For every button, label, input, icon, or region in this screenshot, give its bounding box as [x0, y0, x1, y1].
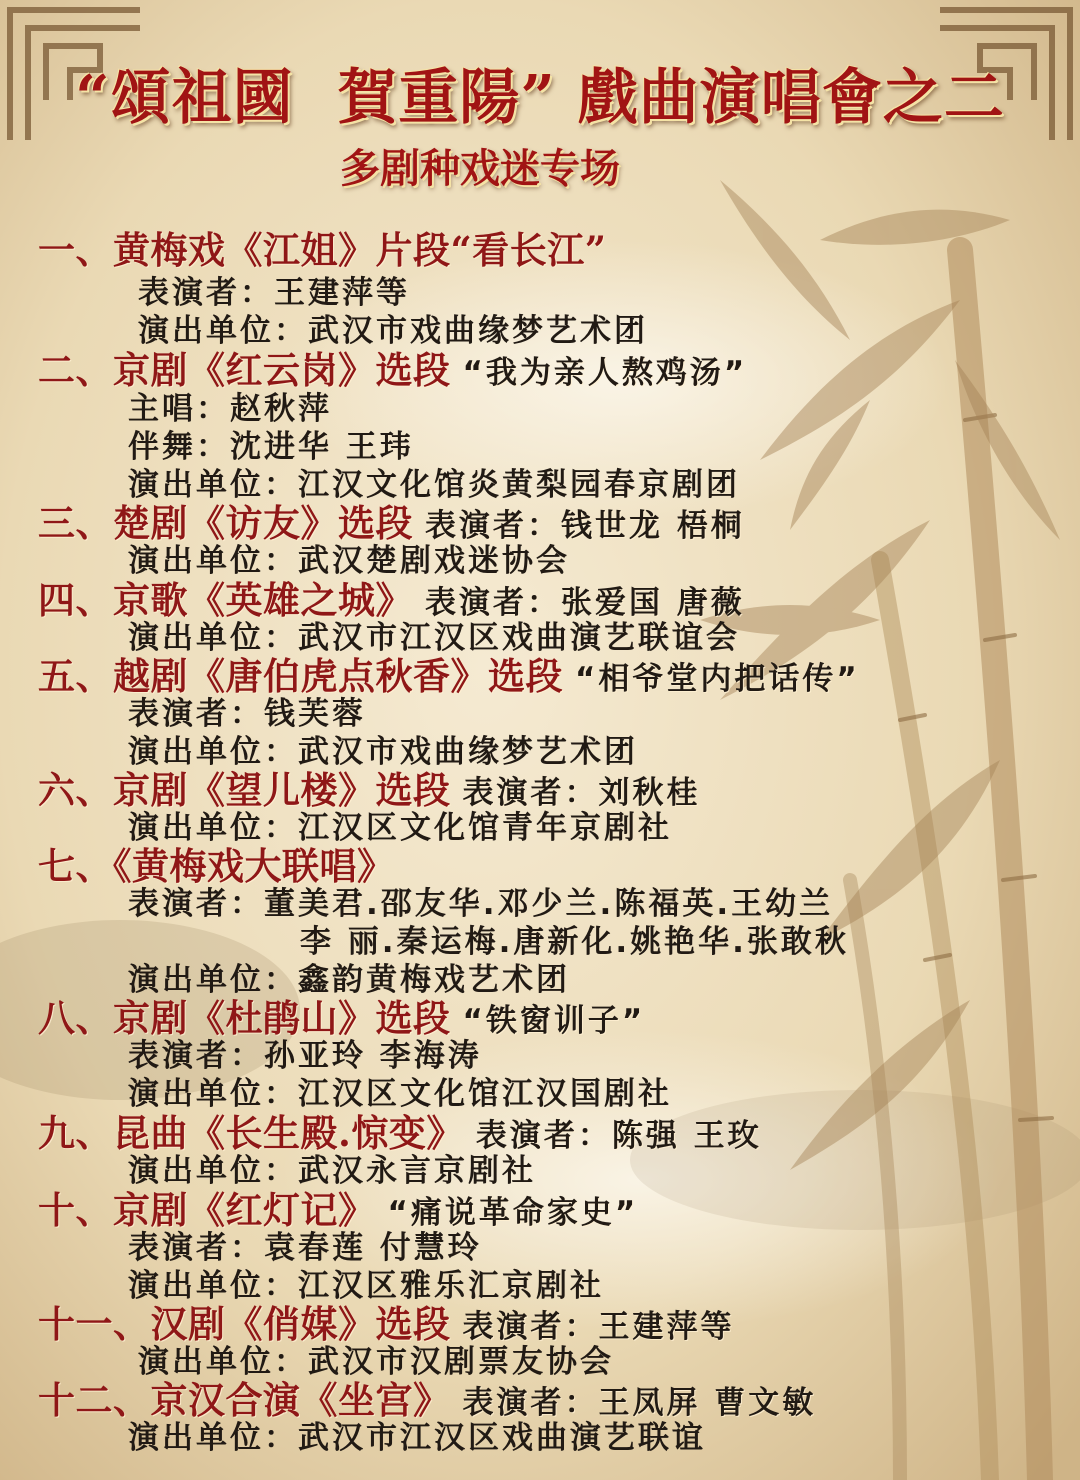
program-item-11-extra: 表演者：王建萍等	[462, 1309, 735, 1345]
program-item-7-unit: 演出单位：鑫韵黄梅戏艺术团	[128, 962, 570, 998]
program-item-2-unit: 演出单位：江汉文化馆炎黄梨园春京剧团	[128, 467, 740, 503]
program-item-4-heading: 四、京歌《英雄之城》 表演者：张爱国 唐薇	[38, 578, 745, 622]
program-item-5-performer: 表演者：钱芙蓉	[128, 696, 366, 732]
program-item-12-extra: 表演者：王凤屏 曹文敏	[462, 1385, 817, 1421]
program-item-8-extra: “铁窗训子”	[462, 1003, 646, 1039]
program-item-10-heading: 十、京剧《红灯记》 “痛说革命家史”	[38, 1188, 639, 1232]
poster-subtitle: 多剧种戏迷专场	[340, 145, 620, 192]
program-item-6-unit: 演出单位：江汉区文化馆青年京剧社	[128, 810, 672, 846]
program-item-3-heading: 三、楚剧《访友》选段 表演者：钱世龙 梧桐	[38, 501, 745, 545]
program-item-10-unit: 演出单位：江汉区雅乐汇京剧社	[128, 1268, 604, 1304]
program-item-7-performers-1: 表演者：董美君.邵友华.邓少兰.陈福英.王幼兰	[128, 886, 834, 922]
program-item-6-heading: 六、京剧《望儿楼》选段 表演者：刘秋桂	[38, 768, 701, 812]
program-item-8-unit: 演出单位：江汉区文化馆江汉国剧社	[128, 1076, 672, 1112]
program-item-4-unit: 演出单位：武汉市江汉区戏曲演艺联谊会	[128, 620, 740, 656]
program-item-10-performer: 表演者：袁春莲 付慧玲	[128, 1230, 482, 1266]
poster-title: “頌祖國 賀重陽” 戲曲演唱會之二	[75, 63, 1005, 133]
program-item-10-extra: “痛说革命家史”	[387, 1195, 639, 1231]
program-item-1-performer: 表演者：王建萍等	[138, 275, 410, 311]
program-item-8-heading: 八、京剧《杜鹃山》选段 “铁窗训子”	[38, 996, 646, 1040]
program-item-11-unit: 演出单位：武汉市汉剧票友协会	[138, 1344, 614, 1380]
program-item-12-unit: 演出单位：武汉市江汉区戏曲演艺联谊	[128, 1420, 706, 1456]
program-item-4-extra: 表演者：张爱国 唐薇	[425, 585, 745, 621]
program-item-9-unit: 演出单位：武汉永言京剧社	[128, 1153, 536, 1189]
program-item-8-performer: 表演者：孙亚玲 李海涛	[128, 1038, 482, 1074]
program-item-12-heading: 十二、京汉合演《坐宫》 表演者：王凤屏 曹文敏	[38, 1378, 817, 1422]
program-item-3-unit: 演出单位：武汉楚剧戏迷协会	[128, 543, 570, 579]
program-item-5-unit: 演出单位：武汉市戏曲缘梦艺术团	[128, 734, 638, 770]
program-item-6-extra: 表演者：刘秋桂	[462, 775, 701, 811]
program-item-2-heading: 二、京剧《红云岗》选段 “我为亲人熬鸡汤”	[38, 348, 748, 392]
program-item-11-heading: 十一、汉剧《俏媒》选段 表演者：王建萍等	[38, 1302, 735, 1346]
program-item-9-extra: 表演者：陈强 王玫	[475, 1118, 762, 1154]
program-item-2-dance: 伴舞：沈进华 王玮	[128, 429, 414, 465]
program-item-1-heading: 一、黄梅戏《江姐》片段“看长江”	[38, 228, 607, 272]
program-item-5-heading: 五、越剧《唐伯虎点秋香》选段 “相爷堂内把话传”	[38, 654, 860, 698]
program-item-9-heading: 九、昆曲《长生殿.惊变》 表演者：陈强 王玫	[38, 1111, 762, 1155]
program-item-1-unit: 演出单位：武汉市戏曲缘梦艺术团	[138, 313, 648, 349]
program-item-2-lead: 主唱：赵秋萍	[128, 391, 332, 427]
program-item-2-extra: “我为亲人熬鸡汤”	[462, 355, 748, 391]
program-item-7-heading: 七、《黄梅戏大联唱》	[38, 844, 395, 888]
program-item-3-extra: 表演者：钱世龙 梧桐	[425, 508, 745, 544]
program-item-5-extra: “相爷堂内把话传”	[575, 661, 860, 697]
program-item-7-performers-2: 李 丽.秦运梅.唐新化.姚艳华.张敢秋	[300, 924, 849, 960]
